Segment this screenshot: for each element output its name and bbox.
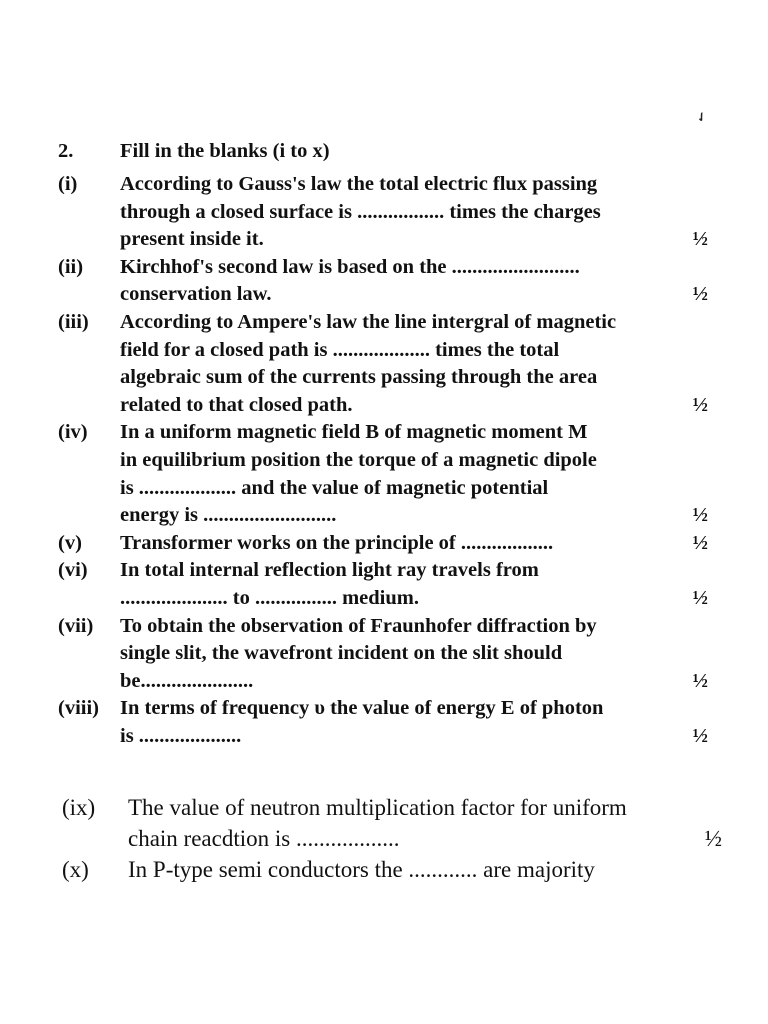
blank-item bbox=[58, 254, 708, 309]
item-line-text: According to Ampere's law the line intergral of magnetic bbox=[120, 310, 617, 333]
item-line-text: is ................... and the value of magnetic potential bbox=[120, 476, 549, 499]
item-text-line bbox=[128, 792, 722, 823]
mark-value: ½ bbox=[692, 228, 708, 251]
item-line-text: be...................... bbox=[120, 669, 254, 692]
blank-item bbox=[58, 695, 708, 750]
item-text-line bbox=[120, 309, 708, 337]
item-text-line bbox=[120, 557, 708, 585]
item-line-text: single slit, the wavefront incident on the slit should bbox=[120, 642, 563, 665]
blank-item bbox=[58, 557, 708, 612]
item-text-line bbox=[120, 254, 708, 282]
item-text-line bbox=[120, 502, 708, 530]
item-text bbox=[128, 792, 722, 854]
item-line-text: ..................... to ................ medium. bbox=[120, 586, 419, 609]
item-label: (ii) bbox=[58, 255, 84, 278]
item-line-text: To obtain the observation of Fraunhofer diffraction by bbox=[120, 614, 597, 637]
item-label: (i) bbox=[58, 173, 78, 195]
item-text-line bbox=[120, 419, 708, 447]
item-label: (iv) bbox=[58, 421, 88, 444]
mark-value: ½ bbox=[692, 724, 708, 747]
item-label: (viii) bbox=[58, 697, 99, 720]
item-text-line bbox=[120, 199, 708, 227]
item-text bbox=[120, 613, 708, 696]
checkmark-icon: ✓ bbox=[693, 108, 710, 126]
item-line-text: chain reacdtion is .................. bbox=[128, 826, 400, 851]
blank-item bbox=[58, 530, 708, 558]
item-line-text: related to that closed path. bbox=[120, 393, 353, 416]
item-text-line bbox=[120, 668, 708, 696]
item-line-text: In terms of frequency υ the value of energy E of photon bbox=[120, 697, 604, 720]
item-text-line bbox=[120, 613, 708, 641]
item-line-text: In a uniform magnetic field B of magnetic moment M bbox=[120, 421, 588, 444]
item-line-text: through a closed surface is ................. times the charges bbox=[120, 200, 601, 223]
item-line-text: energy is .......................... bbox=[120, 504, 337, 527]
question-number: 2. bbox=[58, 140, 74, 162]
item-line-text: In P-type semi conductors the ............ are majority bbox=[128, 857, 595, 882]
item-text-line bbox=[120, 281, 708, 309]
mark-value: ½ bbox=[704, 826, 722, 851]
item-text bbox=[120, 171, 708, 254]
item-text bbox=[120, 254, 708, 309]
item-label: (x) bbox=[62, 857, 89, 882]
item-line-text: Transformer works on the principle of .................. bbox=[120, 531, 554, 554]
mark-value: ½ bbox=[692, 669, 708, 692]
item-label: (iii) bbox=[58, 310, 89, 333]
item-text-line bbox=[120, 640, 708, 668]
item-line-text: is .................... bbox=[120, 724, 242, 747]
mark-value: ½ bbox=[692, 393, 708, 416]
item-text-line bbox=[120, 226, 708, 254]
blank-item bbox=[58, 171, 708, 254]
item-text-line bbox=[120, 585, 708, 613]
mark-value: ½ bbox=[692, 283, 708, 306]
item-text-line bbox=[120, 337, 708, 365]
item-text-line bbox=[120, 171, 708, 199]
item-line-text: Kirchhof's second law is based on the ......................... bbox=[120, 255, 580, 278]
item-text bbox=[120, 557, 708, 612]
blank-item bbox=[62, 792, 722, 854]
item-line-text: According to Gauss's law the total electric flux passing bbox=[120, 173, 598, 195]
item-text-line bbox=[120, 447, 708, 475]
question-block bbox=[58, 140, 708, 750]
item-line-text: The value of neutron multiplication factor for uniform bbox=[128, 795, 627, 820]
item-text-line bbox=[128, 823, 722, 854]
item-text bbox=[120, 419, 708, 529]
mark-value: ½ bbox=[692, 504, 708, 527]
item-text-line bbox=[120, 695, 708, 723]
item-text-line bbox=[120, 392, 708, 420]
question-heading bbox=[58, 140, 708, 171]
mark-value: ½ bbox=[692, 531, 708, 554]
item-text bbox=[120, 695, 708, 750]
item-label: (ix) bbox=[62, 795, 96, 820]
item-line-text: conservation law. bbox=[120, 283, 272, 306]
item-line-text: present inside it. bbox=[120, 228, 264, 251]
blank-items-list bbox=[58, 171, 708, 750]
item-text-line bbox=[128, 854, 722, 885]
item-label: (vi) bbox=[58, 559, 88, 582]
blank-item bbox=[58, 613, 708, 696]
item-text-line bbox=[120, 723, 708, 751]
item-text bbox=[120, 530, 708, 558]
item-line-text: algebraic sum of the currents passing through the area bbox=[120, 366, 598, 389]
blank-items-list-continued bbox=[62, 792, 722, 885]
blank-item bbox=[62, 854, 722, 885]
item-text-line bbox=[120, 530, 708, 558]
mark-value: ½ bbox=[692, 586, 708, 609]
item-line-text: field for a closed path is ................... times the total bbox=[120, 338, 560, 361]
item-text-line bbox=[120, 475, 708, 503]
item-text-line bbox=[120, 364, 708, 392]
item-label: (vii) bbox=[58, 614, 94, 637]
item-line-text: in equilibrium position the torque of a magnetic dipole bbox=[120, 448, 597, 471]
blank-item bbox=[58, 309, 708, 419]
item-text bbox=[120, 309, 708, 419]
question-title: Fill in the blanks (i to x) bbox=[120, 140, 330, 162]
item-text bbox=[128, 854, 722, 885]
blank-item bbox=[58, 419, 708, 529]
item-line-text: In total internal reflection light ray travels from bbox=[120, 559, 539, 582]
item-label: (v) bbox=[58, 531, 82, 554]
